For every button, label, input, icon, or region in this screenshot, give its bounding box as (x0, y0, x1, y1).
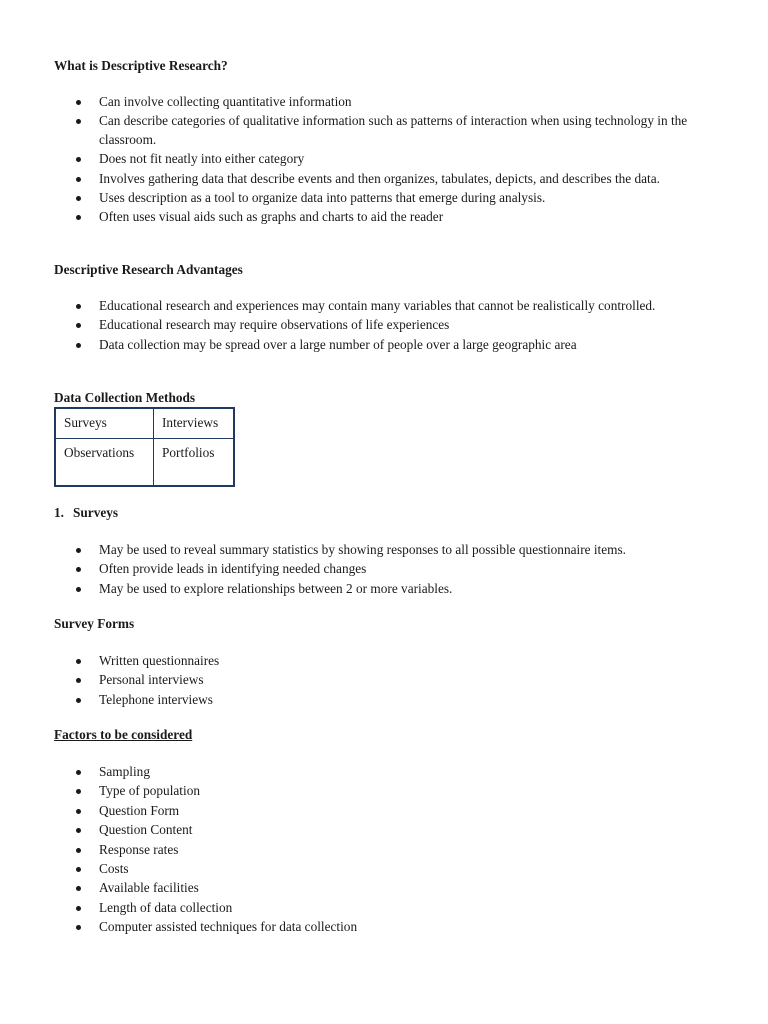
list-item: Response rates (76, 841, 716, 860)
section-heading-descriptive-research: What is Descriptive Research? (54, 58, 228, 73)
list-item: Often uses visual aids such as graphs and charts to aid the reader (76, 208, 716, 227)
list-item: Telephone interviews (76, 691, 716, 710)
list-item: Personal interviews (76, 671, 716, 690)
list-item: Question Form (76, 802, 716, 821)
numbered-heading-surveys (54, 504, 118, 523)
factors-list (76, 763, 716, 938)
table-row (55, 408, 234, 438)
advantages-list (76, 297, 716, 355)
table-cell: Portfolios (154, 438, 235, 486)
section-heading-factors: Factors to be considered (54, 727, 193, 742)
descriptive-research-list (76, 93, 716, 228)
section-heading-advantages: Descriptive Research Advantages (54, 262, 243, 277)
section-heading-data-collection-methods: Data Collection Methods (54, 390, 196, 405)
list-item: Computer assisted techniques for data collection (76, 918, 716, 937)
list-item: Does not fit neatly into either category (76, 150, 716, 169)
data-collection-methods-table (54, 407, 235, 487)
table-cell: Interviews (154, 408, 235, 438)
list-item: Available facilities (76, 879, 716, 898)
surveys-list (76, 541, 716, 599)
list-item: Written questionnaires (76, 652, 716, 671)
survey-forms-list (76, 652, 716, 710)
heading-number: 1. (54, 505, 64, 520)
list-item: Can describe categories of qualitative information such as patterns of interaction when using technology in the classroom. (76, 112, 716, 149)
table-cell: Observations (55, 438, 154, 486)
table-row (55, 438, 234, 486)
list-item: Educational research may require observations of life experiences (76, 316, 716, 335)
list-item: May be used to reveal summary statistics by showing responses to all possible questionnaire items. (76, 541, 716, 560)
section-heading-survey-forms: Survey Forms (54, 616, 135, 631)
list-item: Educational research and experiences may contain many variables that cannot be realistically controlled. (76, 297, 716, 316)
list-item: Question Content (76, 821, 716, 840)
list-item: Data collection may be spread over a large number of people over a large geographic area (76, 336, 716, 355)
list-item: Type of population (76, 782, 716, 801)
list-item: Length of data collection (76, 899, 716, 918)
list-item: Costs (76, 860, 716, 879)
list-item: Uses description as a tool to organize data into patterns that emerge during analysis. (76, 189, 716, 208)
list-item: Involves gathering data that describe events and then organizes, tabulates, depicts, and describes the data. (76, 170, 716, 189)
table-cell: Surveys (55, 408, 154, 438)
list-item: Can involve collecting quantitative information (76, 93, 716, 112)
list-item: May be used to explore relationships between 2 or more variables. (76, 580, 716, 599)
heading-text: Surveys (73, 505, 119, 520)
list-item: Sampling (76, 763, 716, 782)
list-item: Often provide leads in identifying needed changes (76, 560, 716, 579)
